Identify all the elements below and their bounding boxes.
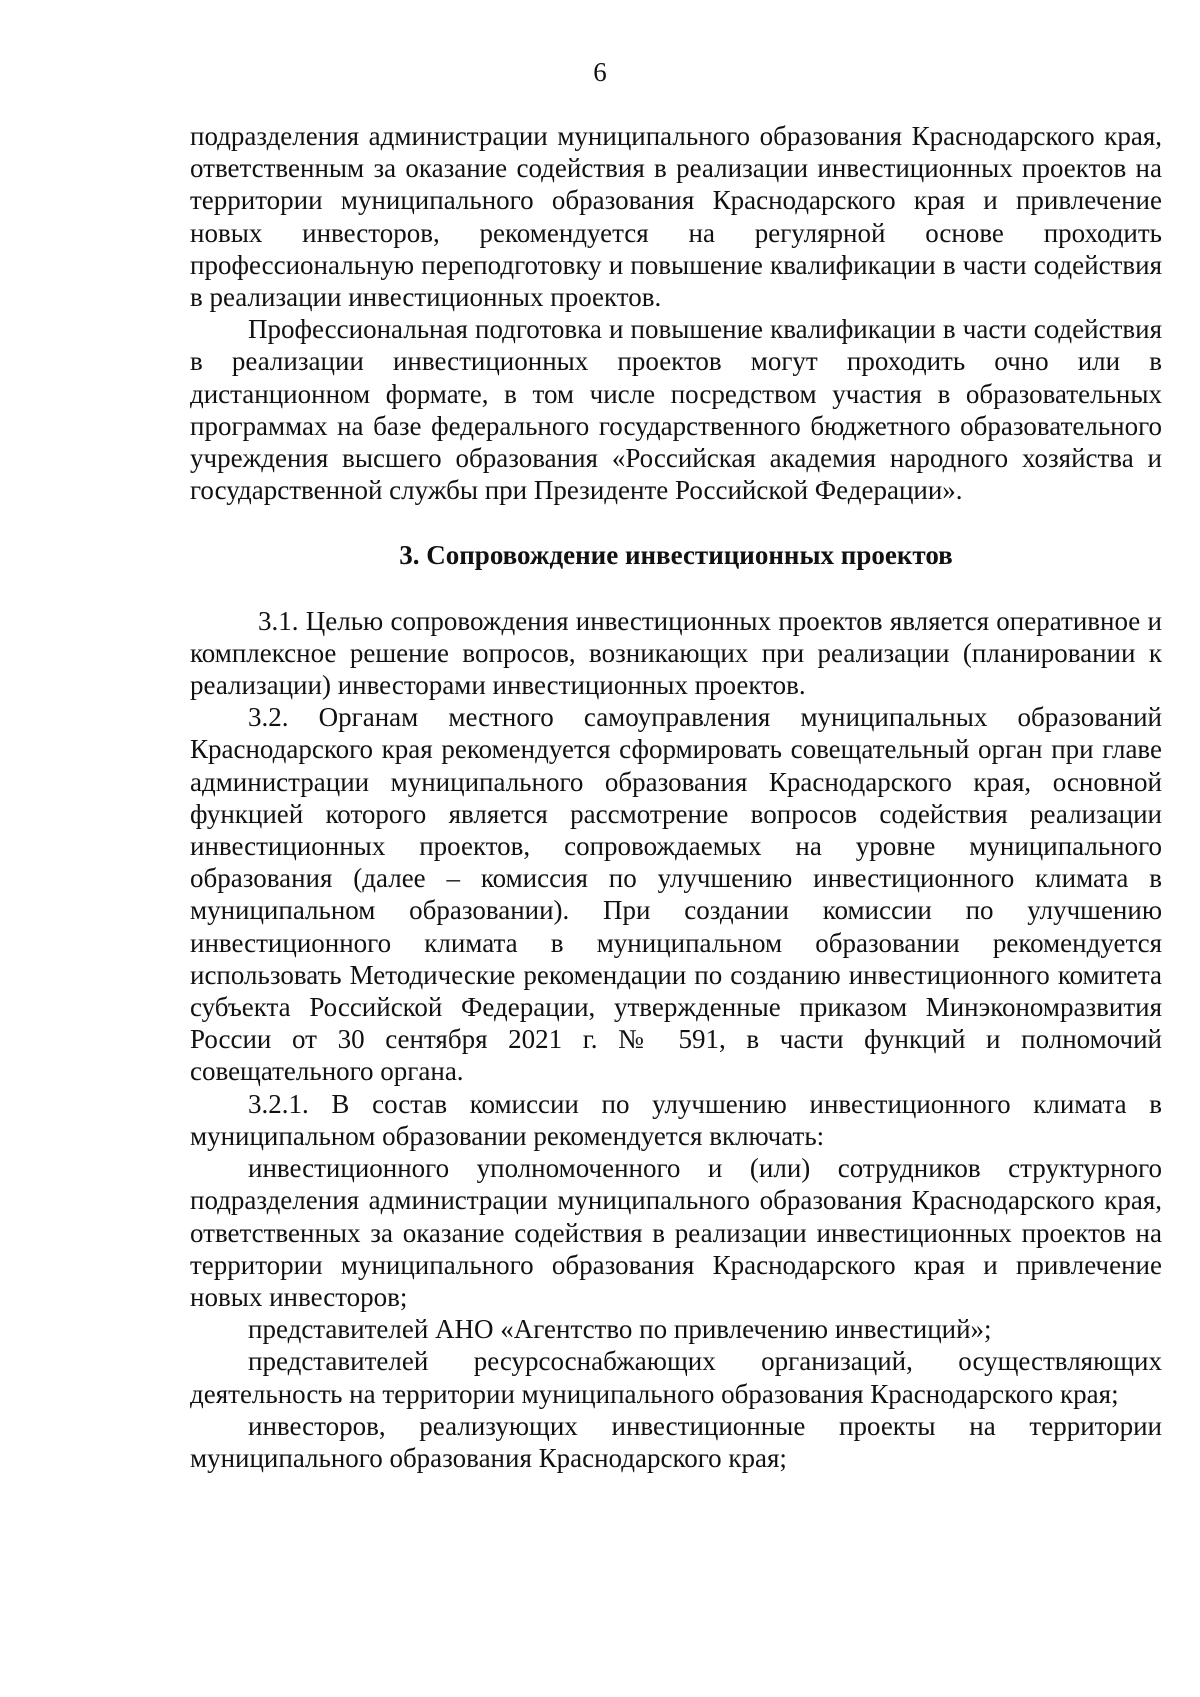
list-item-agency-representatives: представителей АНО «Агентство по привлечению инвестиций»; (248, 1314, 992, 1345)
clause-3-2-1: 3.2.1. В состав комиссии по улучшению инвестиционного климата в муниципальном образовании рекомендуется включать: (190, 1088, 1162, 1151)
page-number: 6 (593, 57, 607, 87)
list-item-investment-commissioner: инвестиционного уполномоченного и (или) сотрудников структурного подразделения администрации муниципального образования Краснодарского края, ответственных за оказание содействия в реализации инвестиционных проектов на территории муниципального образования Краснодарского края и привлечение новых инвесторов; (190, 1153, 1162, 1312)
clause-3-1: 3.1. Целью сопровождения инвестиционных проектов является оперативное и комплексное решение вопросов, возникающих при реализации (планировании к реализации) инвесторами инвестиционных проектов. (190, 605, 1162, 701)
section-title: 3. Сопровождение инвестиционных проектов (399, 540, 953, 571)
paragraph-training: Профессиональная подготовка и повышение квалификации в части содействия в реализации инвестиционных проектов могут проходить очно или в дистанционном формате, в том числе посредством участия в образовательных программах на базе федерального государственного бюджетного образовательного учреждения высшего образования «Российская академия народного хозяйства и государственной службы при Президенте Российской Федерации». (190, 314, 1162, 506)
list-item-utility-representatives: представителей ресурсоснабжающих организаций, осуществляющих деятельность на территории муниципального образования Краснодарского края; (190, 1346, 1162, 1409)
paragraph-continuation: подразделения администрации муниципального образования Краснодарского края, ответственным за оказание содействия в реализации инвестиционных проектов на территории муниципального образования Краснодарского края и привлечение новых инвесторов, рекомендуется на регулярной основе проходить профессиональную переподготовку и повышение квалификации в части содействия в реализации инвестиционных проектов. (190, 121, 1162, 313)
clause-3-2: 3.2. Органам местного самоуправления муниципальных образований Краснодарского края рекомендуется сформировать совещательный орган при главе администрации муниципального образования Краснодарского края, основной функцией которого является рассмотрение вопросов содействия реализации инвестиционных проектов, сопровождаемых на уровне муниципального образования (далее – комиссия по улучшению инвестиционного климата в муниципальном образовании). При создании комиссии по улучшению инвестиционного климата в муниципальном образовании рекомендуется использовать Методические рекомендации по созданию инвестиционного комитета субъекта Российской Федерации, утвержденные приказом Минэкономразвития России от 30 сентября 2021 г. № 591, в части функций и полномочий совещательного органа. (190, 702, 1162, 1087)
list-item-investors: инвесторов, реализующих инвестиционные проекты на территории муниципального образования Краснодарского края; (190, 1410, 1162, 1473)
document-body (190, 120, 1162, 1474)
